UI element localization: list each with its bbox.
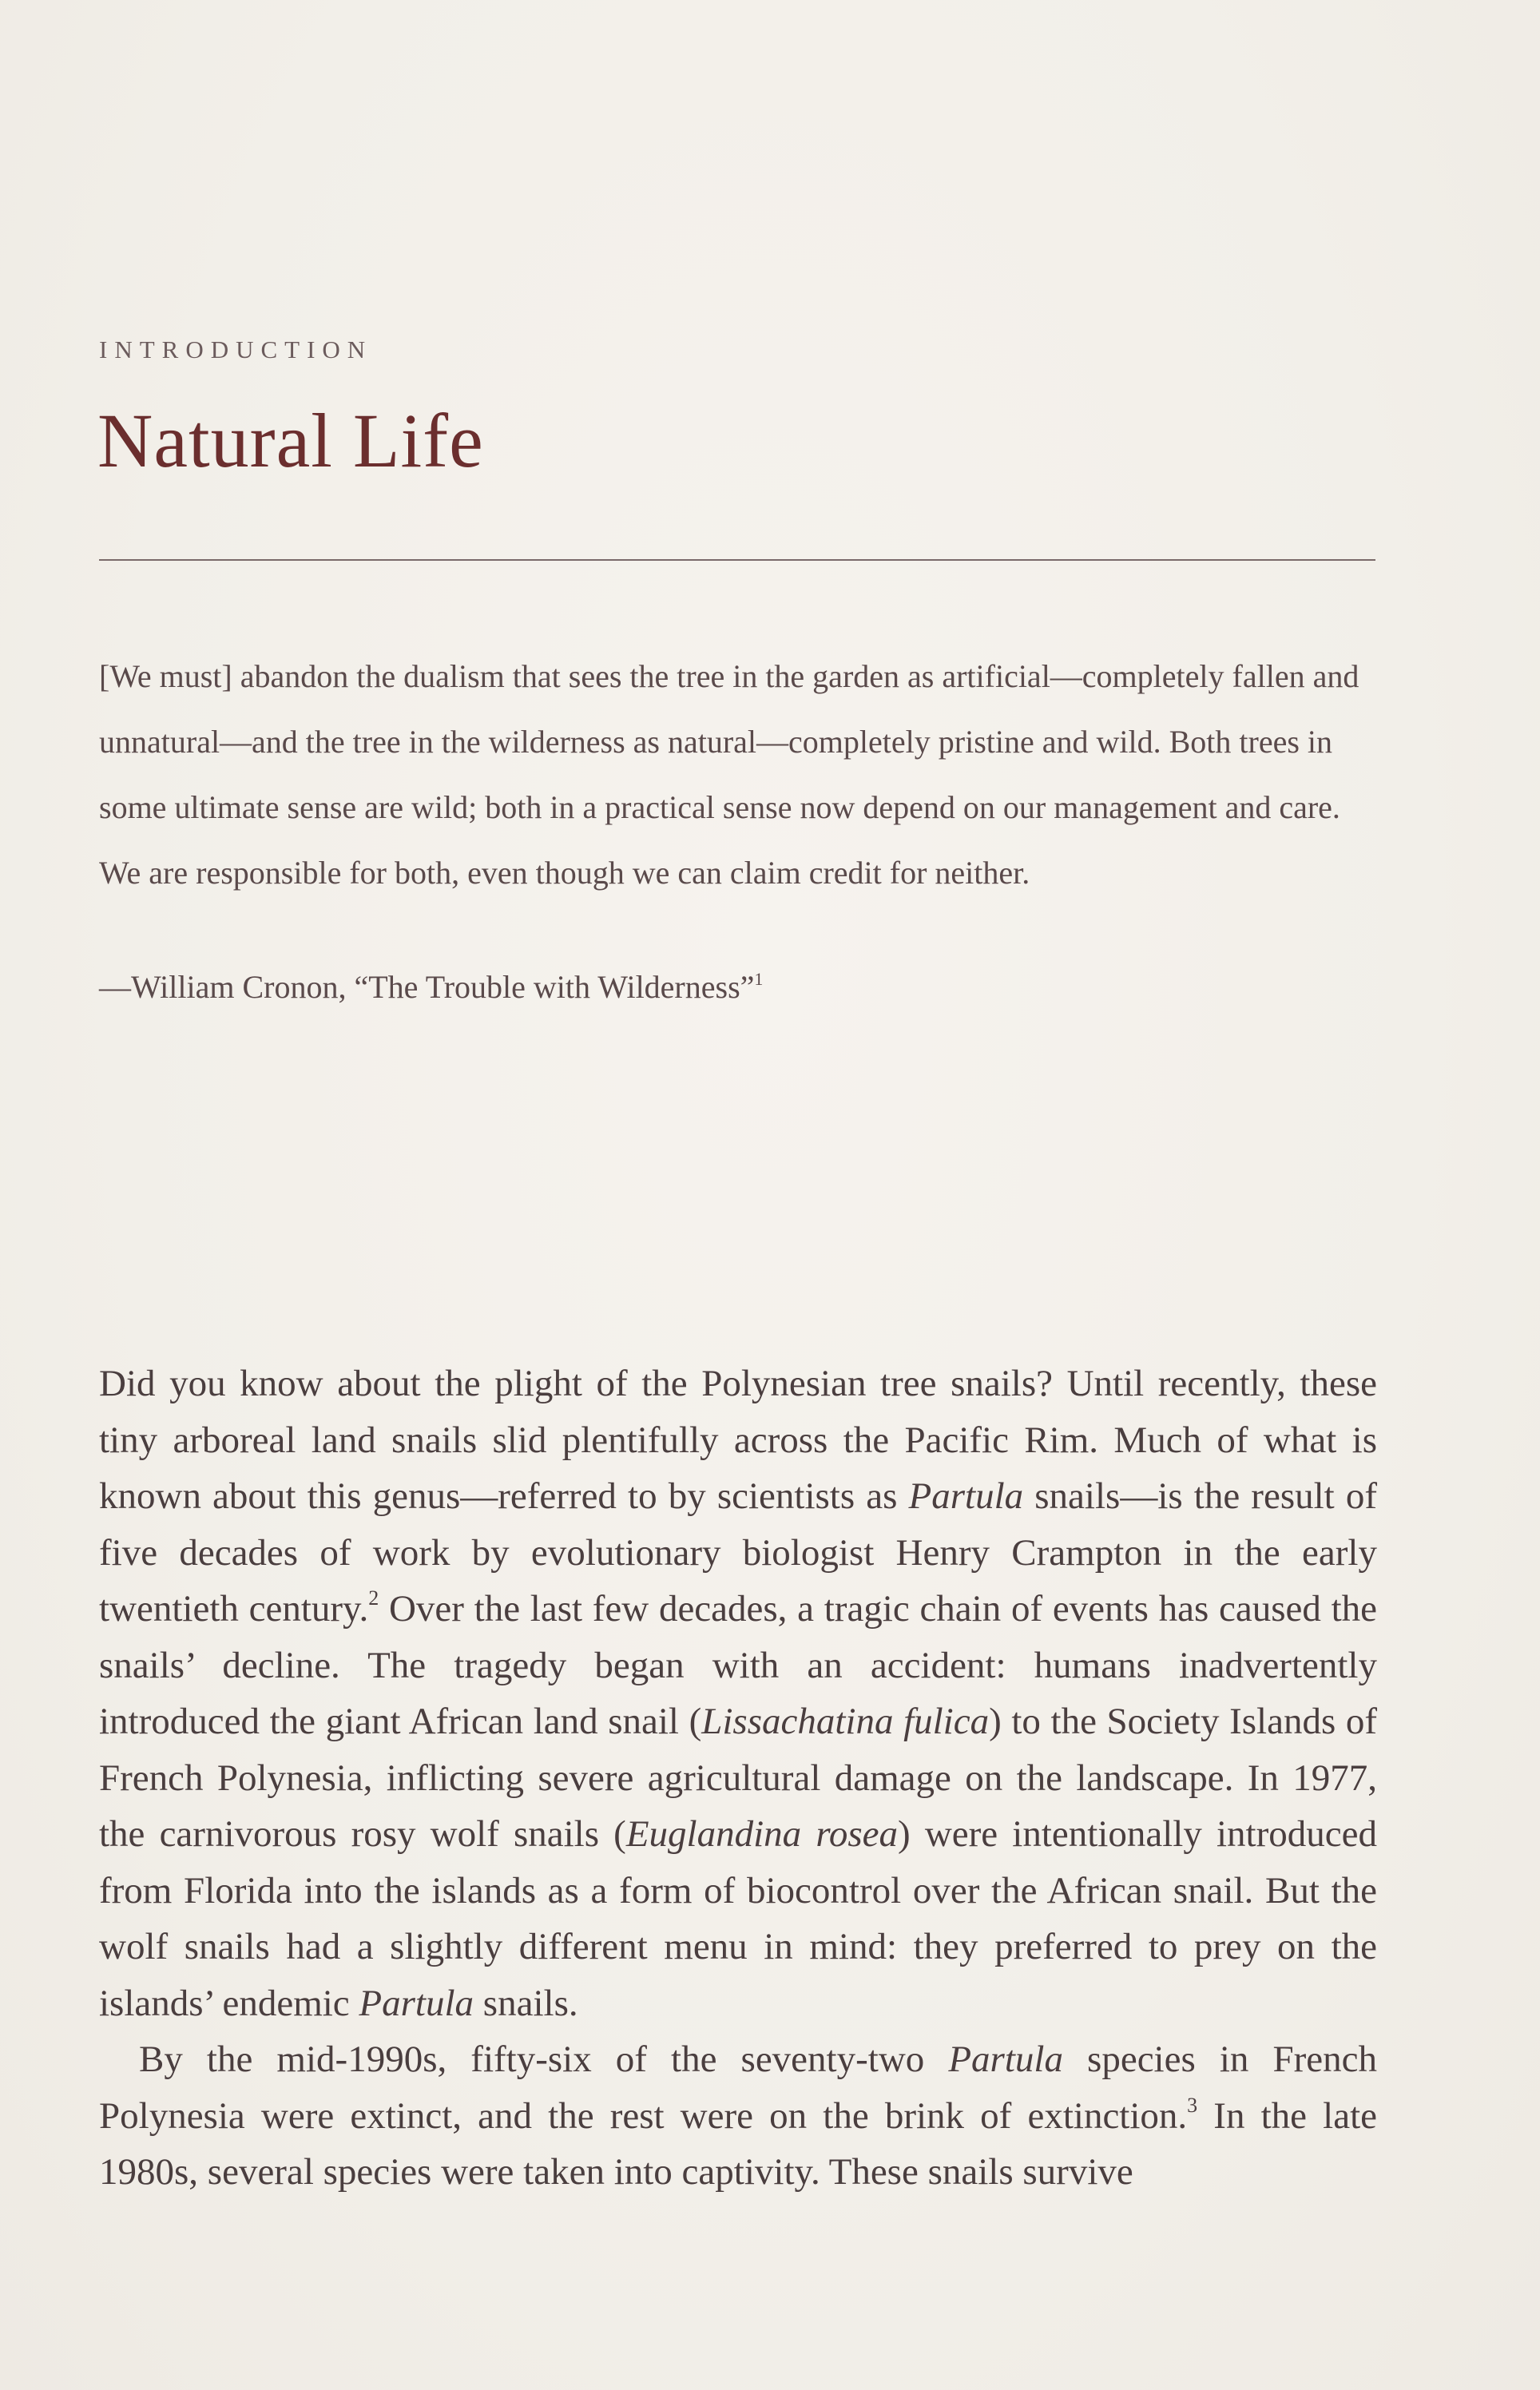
italic-term: Partula	[948, 2039, 1063, 2080]
footnote-marker: 2	[368, 1586, 379, 1610]
text-run: ) were intentionally introduced from Florida into the islands as a form of biocontrol over the African snail. But the wolf snails had a slightly different menu in mind: they preferred to prey on the islands’ endemic	[99, 1813, 1377, 2024]
chapter-title: Natural Life	[97, 398, 484, 483]
chapter-kicker: INTRODUCTION	[99, 335, 373, 363]
text-run: ) to the Society Islands of French Polynesia, inflicting severe agricultural damage on the landscape. In 1977, the carnivorous rosy wolf snails (	[99, 1701, 1377, 1855]
italic-term: Partula	[908, 1475, 1024, 1517]
text-run: In the late 1980s, several species were taken into captivity. These snails survive	[99, 2094, 1377, 2193]
text-run: snails—is the result of five decades of work by evolutionary biologist Henry Crampton in the early twentieth century.	[99, 1475, 1377, 1630]
italic-term: Euglandina rosea	[625, 1813, 899, 1855]
epigraph-attribution	[99, 968, 763, 1006]
paragraph-2	[99, 2031, 1377, 2201]
italic-term: Partula	[359, 1982, 474, 2024]
paragraph-1	[99, 1356, 1377, 2031]
text-run: Did you know about the plight of the Polynesian tree snails? Until recently, these tiny arboreal land snails slid plentifully across the Pacific Rim. Much of what is known about this genus—referred to by scientists as	[99, 1363, 1377, 1517]
text-run: snails.	[474, 1982, 578, 2024]
text-run: By the mid-1990s, fifty-six of the seventy-two	[139, 2039, 949, 2080]
epigraph-text: [We must] abandon the dualism that sees the tree in the garden as artificial—completely fallen and unnatural—and the tree in the wilderness as natural—completely pristine and wild. Both trees in some ultimate sense are wild; both in a practical sense now depend on our management and care. We are responsible for both, even though we can claim credit for neither.	[99, 658, 1359, 891]
footnote-marker: 3	[1187, 2093, 1198, 2117]
title-rule	[99, 559, 1375, 561]
italic-term: Lissachatina fulica	[701, 1701, 990, 1742]
epigraph-attribution-text: —William Cronon, “The Trouble with Wilderness”	[99, 969, 755, 1005]
body-text	[99, 1356, 1377, 2201]
text-run: Over the last few decades, a tragic chain of events has caused the snails’ decline. The tragedy began with an accident: humans inadvertently introduced the giant African land snail (	[99, 1588, 1377, 1742]
text-run: species in French Polynesia were extinct, and the rest were on the brink of extinction.	[99, 2039, 1377, 2137]
footnote-marker: 1	[754, 969, 764, 989]
